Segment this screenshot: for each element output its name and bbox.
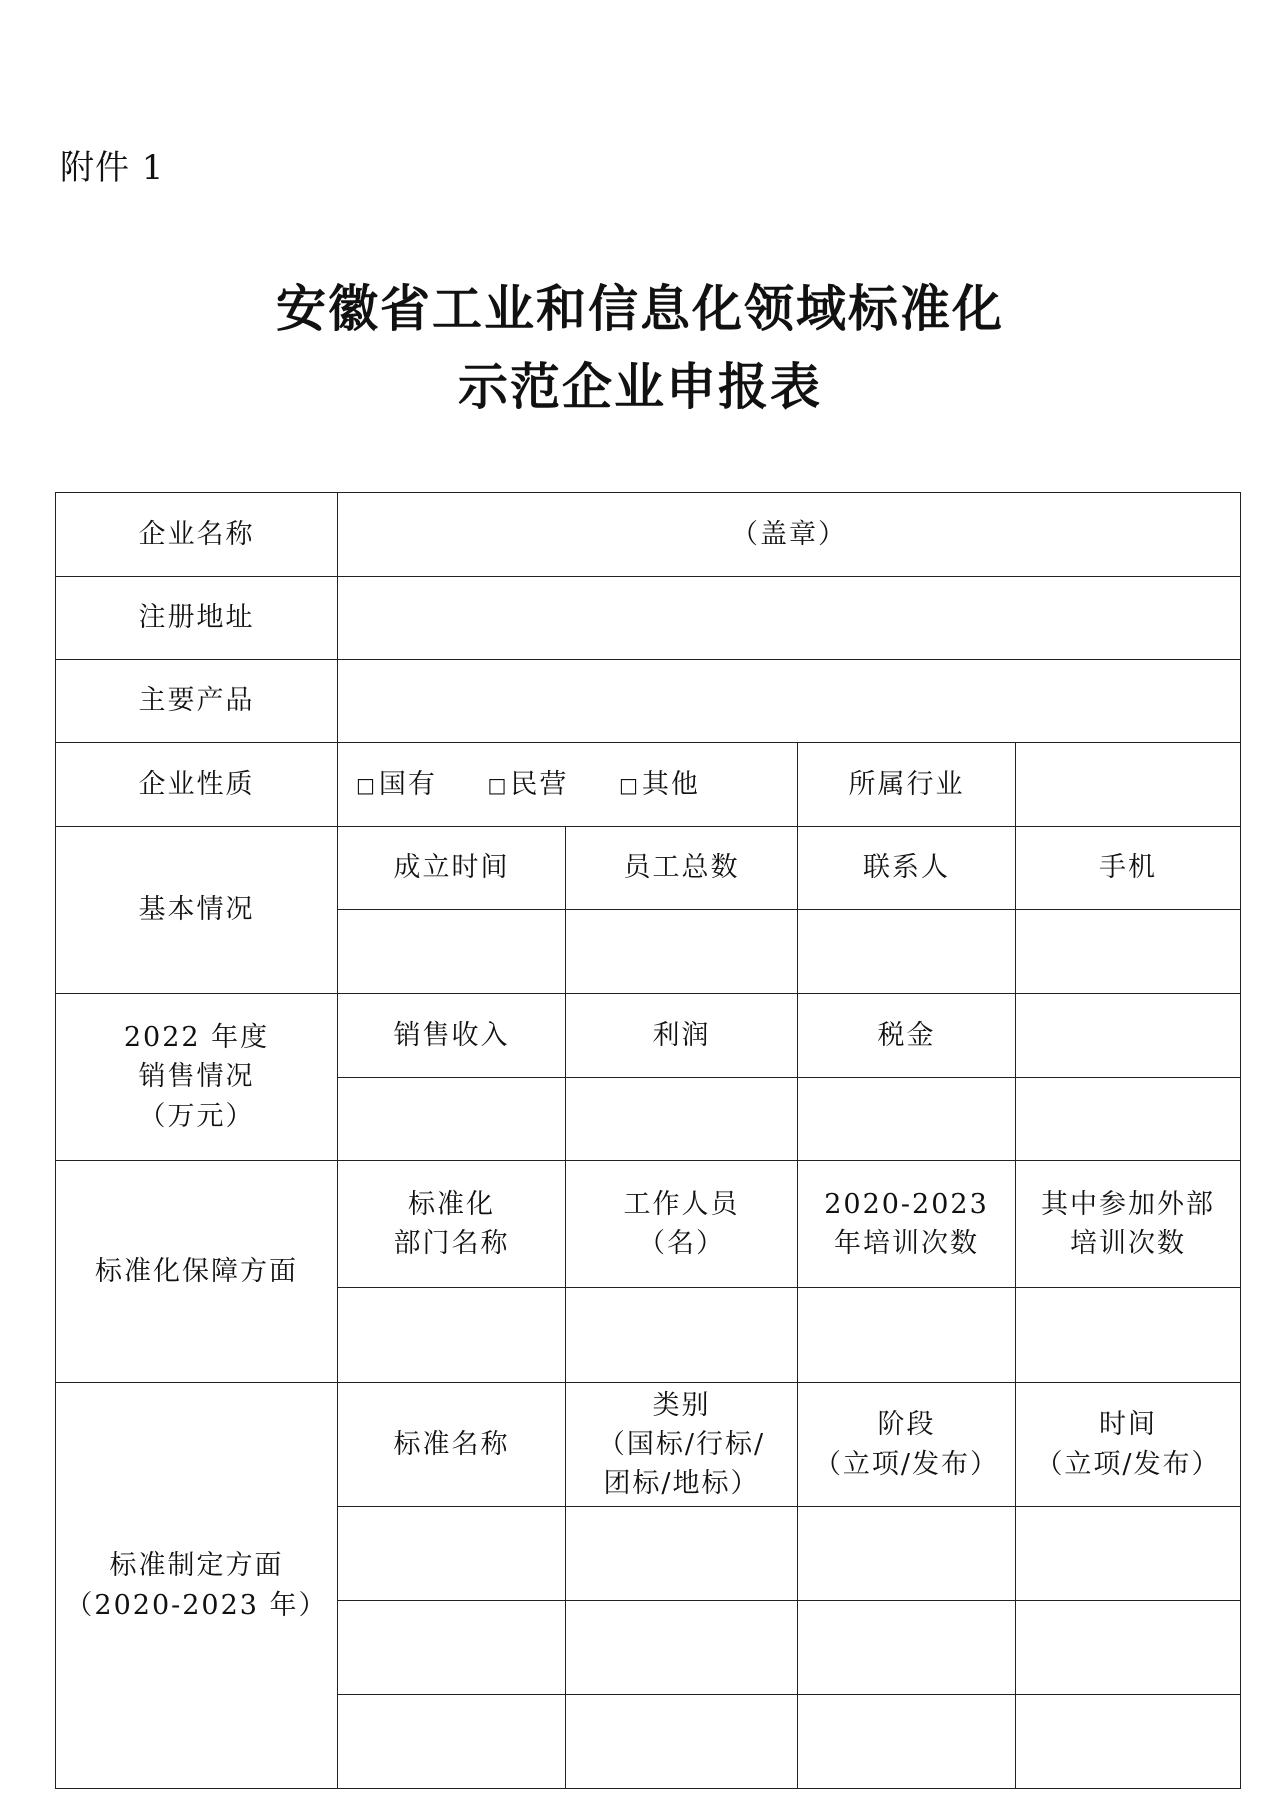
- header-category: 类别 （国标/行标/ 团标/地标）: [566, 1383, 798, 1507]
- row-products: [56, 660, 1241, 743]
- label-sales: 2022 年度 销售情况 （万元）: [56, 994, 338, 1161]
- header-dept-name: 标准化 部门名称: [338, 1161, 566, 1288]
- label-standards: 标准制定方面 （2020-2023 年）: [56, 1383, 338, 1789]
- row-guarantee-header: [56, 1161, 1241, 1288]
- checkbox-icon[interactable]: □: [487, 772, 509, 797]
- row-company-name: [56, 493, 1241, 577]
- header-founded: 成立时间: [338, 827, 566, 910]
- checkbox-icon[interactable]: □: [619, 772, 640, 797]
- row-standards-header: [56, 1383, 1241, 1507]
- header-stage: 阶段 （立项/发布）: [798, 1383, 1016, 1507]
- header-revenue: 销售收入: [338, 994, 566, 1078]
- header-contact: 联系人: [798, 827, 1016, 910]
- header-standard-name: 标准名称: [338, 1383, 566, 1507]
- label-address: 注册地址: [56, 577, 338, 660]
- profit-field[interactable]: [566, 1078, 798, 1161]
- sales-extra-field[interactable]: [1016, 1078, 1241, 1161]
- header-external-training: 其中参加外部 培训次数: [1016, 1161, 1241, 1288]
- contact-field[interactable]: [798, 910, 1016, 994]
- address-field[interactable]: [338, 577, 1241, 660]
- products-field[interactable]: [338, 660, 1241, 743]
- row-basic-header: [56, 827, 1241, 910]
- option-state-owned[interactable]: □国有: [356, 768, 437, 800]
- staff-count-field[interactable]: [566, 1288, 798, 1383]
- training-count-field[interactable]: [798, 1288, 1016, 1383]
- revenue-field[interactable]: [338, 1078, 566, 1161]
- label-industry: 所属行业: [798, 743, 1016, 827]
- header-employees: 员工总数: [566, 827, 798, 910]
- header-time: 时间 （立项/发布）: [1016, 1383, 1241, 1507]
- time-field[interactable]: [1016, 1507, 1241, 1601]
- row-nature: [56, 743, 1241, 827]
- sales-extra-cell[interactable]: [1016, 994, 1241, 1078]
- title-line-2: 示范企业申报表: [458, 358, 822, 416]
- option-private[interactable]: □民营: [487, 768, 569, 800]
- option-other[interactable]: □其他: [619, 768, 700, 800]
- stage-field[interactable]: [798, 1601, 1016, 1695]
- label-nature: 企业性质: [56, 743, 338, 827]
- nature-options: [338, 743, 798, 827]
- phone-field[interactable]: [1016, 910, 1241, 994]
- application-form-table: [55, 492, 1241, 1789]
- time-field[interactable]: [1016, 1601, 1241, 1695]
- founded-field[interactable]: [338, 910, 566, 994]
- row-address: [56, 577, 1241, 660]
- label-company-name: 企业名称: [56, 493, 338, 577]
- external-training-field[interactable]: [1016, 1288, 1241, 1383]
- header-tax: 税金: [798, 994, 1016, 1078]
- employees-field[interactable]: [566, 910, 798, 994]
- category-field[interactable]: [566, 1601, 798, 1695]
- stage-field[interactable]: [798, 1507, 1016, 1601]
- standard-name-field[interactable]: [338, 1601, 566, 1695]
- company-name-field[interactable]: [338, 493, 1241, 577]
- label-basic: 基本情况: [56, 827, 338, 994]
- header-staff-count: 工作人员 （名）: [566, 1161, 798, 1288]
- header-phone: 手机: [1016, 827, 1241, 910]
- seal-note: （盖章）: [731, 518, 847, 550]
- row-sales-header: [56, 994, 1241, 1078]
- dept-name-field[interactable]: [338, 1288, 566, 1383]
- label-guarantee: 标准化保障方面: [56, 1161, 338, 1383]
- title-line-1: 安徽省工业和信息化领域标准化: [276, 280, 1004, 338]
- standard-name-field[interactable]: [338, 1695, 566, 1789]
- label-products: 主要产品: [56, 660, 338, 743]
- page-title: [0, 270, 1280, 426]
- standard-name-field[interactable]: [338, 1507, 566, 1601]
- category-field[interactable]: [566, 1507, 798, 1601]
- checkbox-icon[interactable]: □: [356, 772, 377, 797]
- category-field[interactable]: [566, 1695, 798, 1789]
- header-training-count: 2020-2023 年培训次数: [798, 1161, 1016, 1288]
- time-field[interactable]: [1016, 1695, 1241, 1789]
- industry-field[interactable]: [1016, 743, 1241, 827]
- header-profit: 利润: [566, 994, 798, 1078]
- stage-field[interactable]: [798, 1695, 1016, 1789]
- tax-field[interactable]: [798, 1078, 1016, 1161]
- attachment-label: 附件 1: [60, 148, 165, 188]
